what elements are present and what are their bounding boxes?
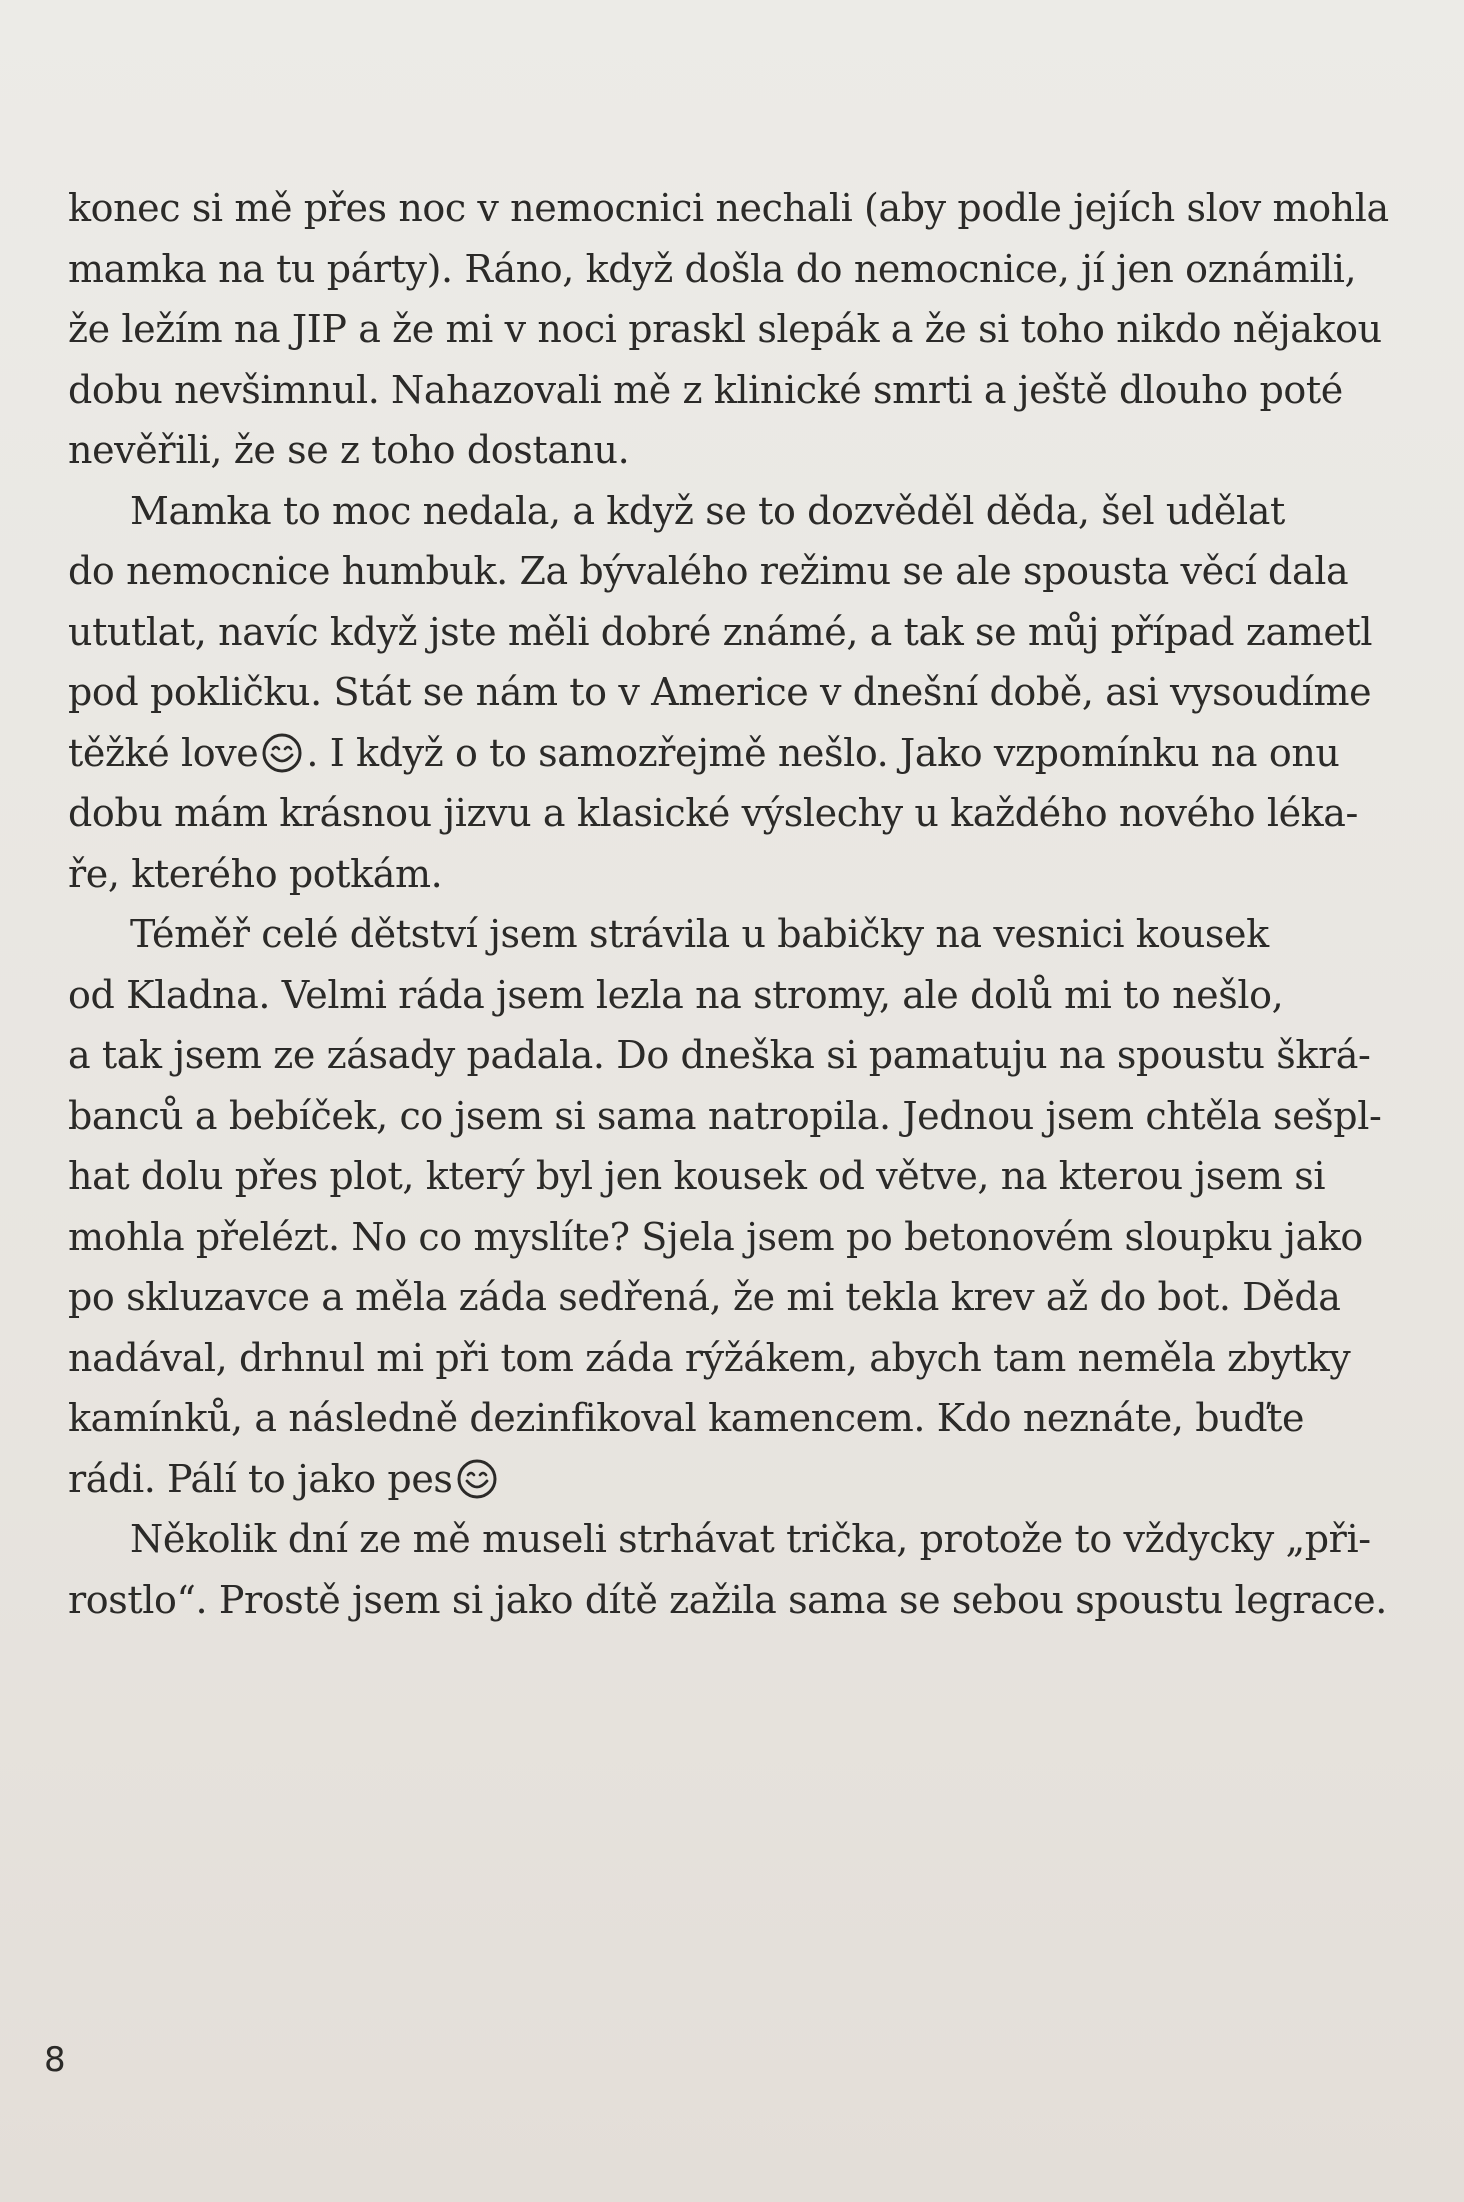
text-line: banců a bebíček, co jsem si sama natropila. Jednou jsem chtěla sešpl- bbox=[68, 1093, 1382, 1138]
text-line: hat dolu přes plot, který byl jen kousek od větve, na kterou jsem si bbox=[68, 1154, 1326, 1198]
text-line: nevěřili, že se z toho dostanu. bbox=[68, 428, 630, 472]
text-line: že ležím na JIP a že mi v noci praskl slepák a že si toho nikdo nějakou bbox=[68, 307, 1382, 351]
text-line: nadával, drhnul mi při tom záda rýžákem, abych tam neměla zbytky bbox=[68, 1335, 1351, 1380]
text-line: mamka na tu párty). Ráno, když došla do nemocnice, jí jen oznámili, bbox=[68, 246, 1357, 291]
text-line: pod pokličku. Stát se nám to v Americe v dnešní době, asi vysoudíme bbox=[68, 670, 1372, 714]
text-line: kamínků, a následně dezinfikoval kamencem. Kdo neznáte, buďte bbox=[68, 1396, 1305, 1440]
body-text bbox=[68, 178, 1389, 1630]
smiley-icon bbox=[261, 732, 303, 774]
text-line: ututlat, navíc když jste měli dobré známé, a tak se můj případ zametl bbox=[68, 609, 1373, 654]
text-line: ře, kterého potkám. bbox=[68, 851, 443, 896]
text-segment: . I když o to samozřejmě nešlo. Jako vzpomínku na onu bbox=[306, 730, 1340, 775]
text-line: Téměř celé dětství jsem strávila u babičky na vesnici kousek bbox=[130, 912, 1269, 956]
text-segment: těžké love bbox=[68, 730, 259, 775]
text-line bbox=[68, 1449, 1254, 1510]
text-line: Několik dní ze mě museli strhávat trička, protože to vždycky „při- bbox=[130, 1517, 1371, 1561]
text-line: rostlo“. Prostě jsem si jako dítě zažila sama se sebou spoustu legrace. bbox=[68, 1577, 1387, 1622]
text-line: po skluzavce a měla záda sedřená, že mi tekla krev až do bot. Děda bbox=[68, 1275, 1341, 1319]
text-line bbox=[68, 723, 1340, 784]
text-line: mohla přelézt. No co myslíte? Sjela jsem po betonovém sloupku jako bbox=[68, 1214, 1363, 1259]
text-line: do nemocnice humbuk. Za bývalého režimu se ale spousta věcí dala bbox=[68, 549, 1349, 593]
text-line: dobu mám krásnou jizvu a klasické výslechy u každého nového léka- bbox=[68, 791, 1358, 835]
text-line: dobu nevšimnul. Nahazovali mě z klinické smrti a ještě dlouho poté bbox=[68, 367, 1343, 412]
text-line: od Kladna. Velmi ráda jsem lezla na stromy, ale dolů mi to nešlo, bbox=[68, 972, 1284, 1017]
smiley-icon bbox=[456, 1458, 498, 1500]
text-line: Mamka to moc nedala, a když se to dozvěděl děda, šel udělat bbox=[130, 488, 1285, 533]
text-segment: rádi. Pálí to jako pes bbox=[68, 1456, 453, 1501]
text-line: konec si mě přes noc v nemocnici nechali (aby podle jejích slov mohla bbox=[68, 186, 1389, 230]
page-number: 8 bbox=[44, 2040, 66, 2080]
text-line: a tak jsem ze zásady padala. Do dneška si pamatuju na spoustu škrá- bbox=[68, 1033, 1371, 1077]
